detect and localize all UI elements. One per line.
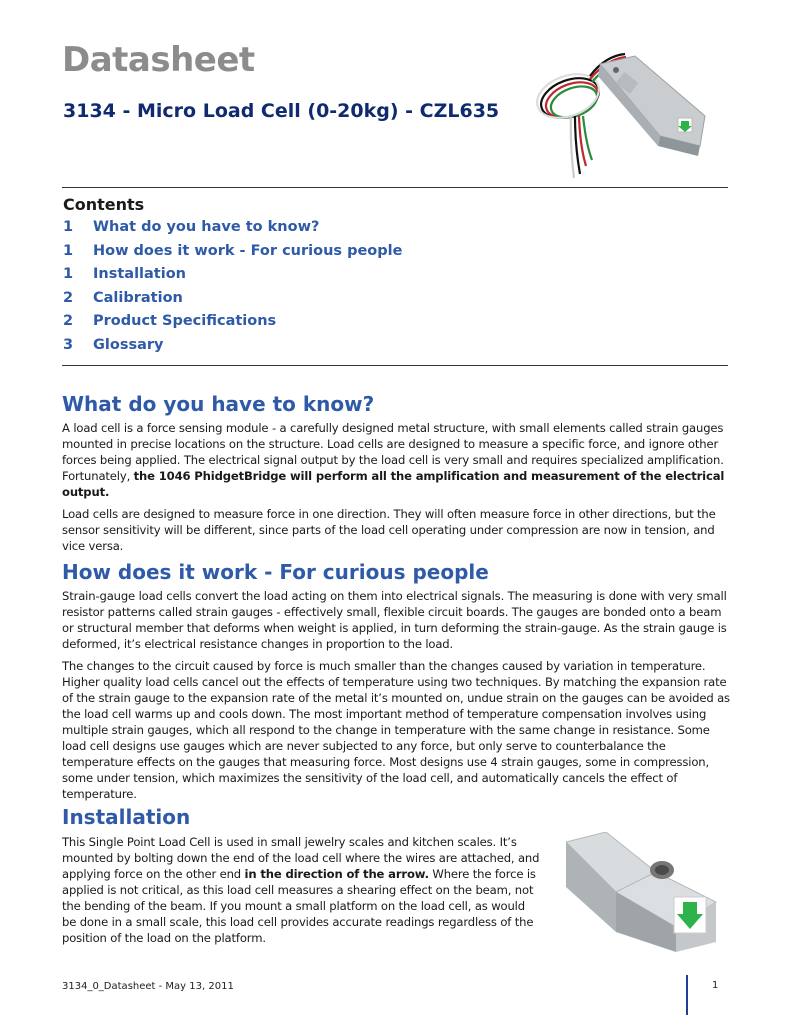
- toc-item[interactable]: 1 Installation: [63, 266, 186, 282]
- toc-item[interactable]: 1 What do you have to know?: [63, 219, 320, 235]
- section-heading-how: How does it work - For curious people: [62, 560, 489, 584]
- toc-item[interactable]: 3 Glossary: [63, 336, 164, 353]
- know-paragraph-1: A load cell is a force sensing module - a carefully designed metal structure, with small elements called strain gauges mounted in precise locations on the structure. Load cells are designed to measure a specific force, and ignore other forces being applied. The electrical signal output by the load cell is very small and requires specialized amplification. Fortunately, the 1046 PhidgetBridge will perform all the amplification and measurement of the electrical output.: [62, 421, 725, 499]
- toc-item[interactable]: 2 Calibration: [63, 289, 183, 306]
- table-of-contents: [63, 219, 402, 360]
- page-title: Datasheet: [62, 40, 255, 80]
- how-paragraph-2: The changes to the circuit caused by force is much smaller than the changes caused by variation in temperature. Higher quality load cells cancel out the effects of temperature using two techniques. By matching the expansion rate of the strain gauge to the expansion rate of the metal it’s mounted on, undue strain on the gauges can be avoided as the load cell warms up and cools down. The most important method of temperature compensation involves using multiple strain gauges, which all respond to the change in temperature with the same change in resistance. Some load cell designs use gauges which are never subjected to any force, but only serve to counterbalance the temperature effects on the gauges that measuring force. Most designs use 4 strain gauges, some in compression, some under tension, which maximizes the sensitivity of the load cell, and automatically cancels the effect of temperature.: [62, 659, 730, 801]
- section-heading-know: What do you have to know?: [62, 392, 375, 416]
- footer-divider-bar: [686, 975, 688, 1015]
- toc-item[interactable]: 1 How does it work - For curious people: [63, 242, 403, 259]
- contents-heading: Contents: [63, 195, 145, 214]
- know-paragraph-2: Load cells are designed to measure force in one direction. They will often measure force in other directions, but the sensor sensitivity will be different, since parts of the load cell operating under compression are now in tension, and vice versa.: [62, 507, 716, 553]
- load-cell-photo: [530, 46, 735, 186]
- installation-paragraph: This Single Point Load Cell is used in small jewelry scales and kitchen scales. It’s mounted by bolting down the end of the load cell where the wires are attached, and applying force on the other end in the direction of the arrow. Where the force is applied is not critical, as this load cell measures a shearing effect on the beam, not the bending of the beam. If you mount a small platform on the load cell, as would be done in a small scale, this load cell provides accurate readings regardless of the position of the load on the platform.: [62, 835, 540, 945]
- load-cell-closeup-photo: [566, 832, 731, 952]
- header-divider: [62, 187, 728, 188]
- contents-divider: [62, 365, 728, 366]
- toc-item[interactable]: 2 Product Specifications: [63, 313, 277, 329]
- footer-doc-id: 3134_0_Datasheet - May 13, 2011: [62, 981, 234, 992]
- footer-page-number: 1: [712, 980, 719, 991]
- product-subtitle: 3134 - Micro Load Cell (0-20kg) - CZL635: [63, 100, 500, 122]
- section-heading-installation: Installation: [62, 805, 191, 829]
- how-paragraph-1: Strain-gauge load cells convert the load acting on them into electrical signals. The measuring is done with very small resistor patterns called strain gauges - effectively small, flexible circuit boards. The gauges are bonded onto a beam or structural member that deforms when weight is applied, in turn deforming the strain-gauge. As the strain gauge is deformed, it’s electrical resistance changes in proportion to the load.: [62, 589, 727, 651]
